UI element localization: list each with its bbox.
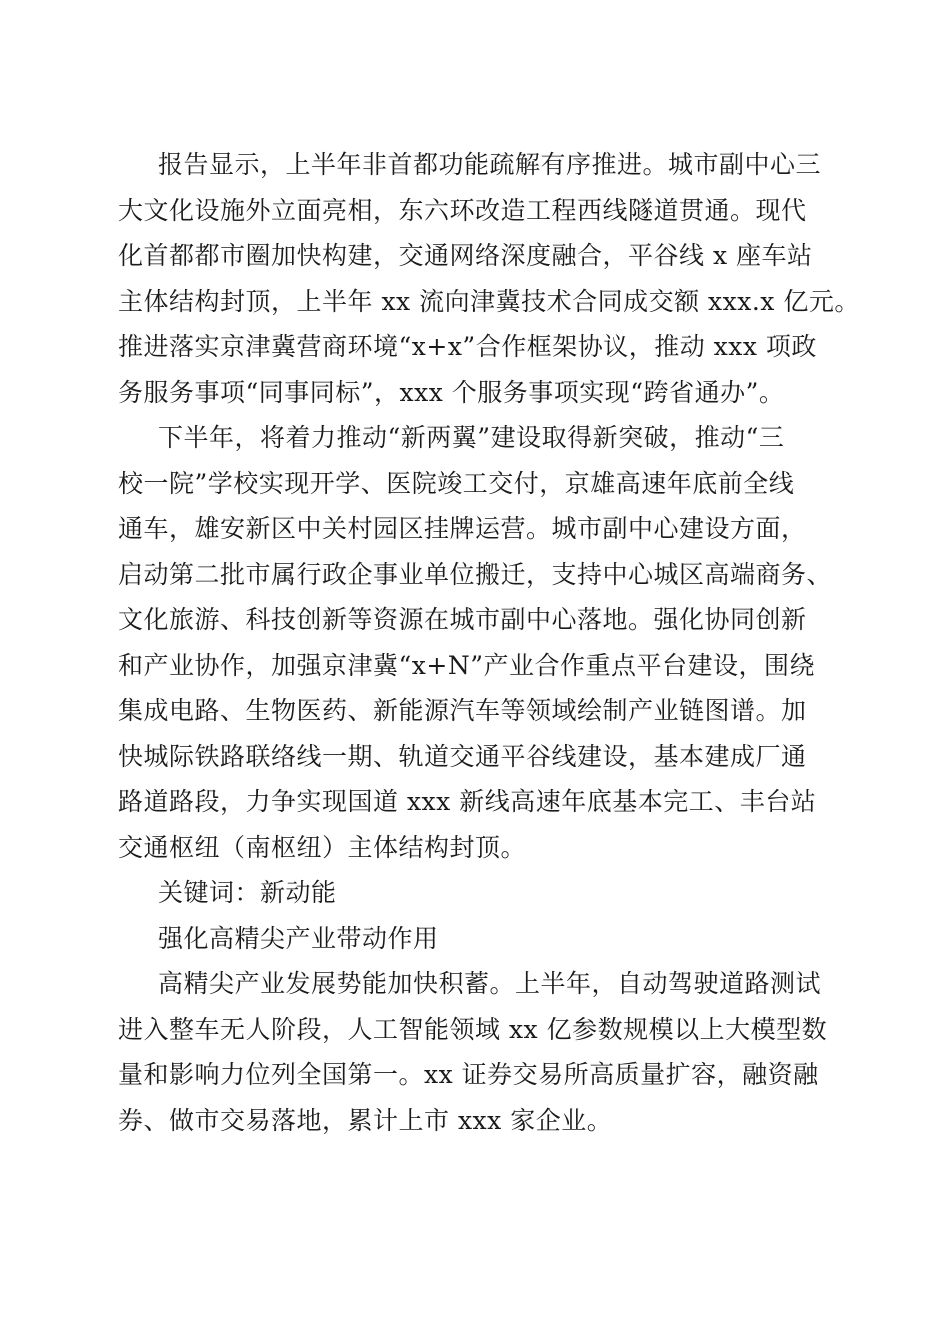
paragraph-report-summary	[118, 142, 860, 415]
keywords-line: 关键词：新动能	[158, 878, 337, 907]
paragraph-second-half-plan	[118, 415, 832, 870]
text-line: 主体结构封顶，上半年 xx 流向津冀技术合同成交额 xxx.x 亿元。	[118, 286, 860, 316]
text-line: 集成电路、生物医药、新能源汽车等领域绘制产业链图谱。加	[118, 696, 807, 725]
text-line: 通车，雄安新区中关村园区挂牌运营。城市副中心建设方面，	[118, 514, 807, 543]
text-line: 校一院”学校实现开学、医院竣工交付，京雄高速年底前全线	[118, 468, 795, 498]
text-line: 快城际铁路联络线一期、轨道交通平谷线建设，基本建成厂通	[118, 741, 807, 771]
text-line: 量和影响力位列全国第一。xx 证券交易所高质量扩容，融资融	[118, 1060, 819, 1089]
text-line: 报告显示，上半年非首都功能疏解有序推进。城市副中心三	[158, 150, 822, 179]
text-line: 和产业协作，加强京津冀“x+N”产业合作重点平台建设，围绕	[118, 650, 815, 680]
text-line: 推进落实京津冀营商环境“x+x”合作框架协议，推动 xxx 项政	[118, 332, 817, 361]
text-line: 启动第二批市属行政企事业单位搬迁，支持中心城区高端商务、	[118, 559, 833, 589]
text-line: 高精尖产业发展势能加快积蓄。上半年，自动驾驶道路测试	[158, 969, 822, 998]
document-body	[118, 142, 860, 1143]
text-line: 大文化设施外立面亮相，东六环改造工程西线隧道贯通。现代	[118, 195, 807, 225]
text-line: 务服务事项“同事同标”，xxx 个服务事项实现“跨省通办”。	[118, 377, 785, 407]
text-line: 进入整车无人阶段，人工智能领域 xx 亿参数规模以上大模型数	[118, 1014, 828, 1044]
text-line: 路道路段，力争实现国道 xxx 新线高速年底基本完工、丰台站	[118, 787, 817, 816]
text-line: 下半年，将着力推动“新两翼”建设取得新突破，推动“三	[158, 423, 785, 452]
text-line: 化首都都市圈加快构建，交通网络深度融合，平谷线 x 座车站	[118, 241, 813, 270]
text-line: 文化旅游、科技创新等资源在城市副中心落地。强化协同创新	[118, 605, 807, 634]
paragraph-high-tech-industry	[118, 961, 832, 1143]
text-line: 券、做市交易落地，累计上市 xxx 家企业。	[118, 1105, 613, 1135]
section-heading: 强化高精尖产业带动作用	[158, 923, 439, 953]
text-line: 交通枢纽（南枢纽）主体结构封顶。	[118, 832, 527, 862]
